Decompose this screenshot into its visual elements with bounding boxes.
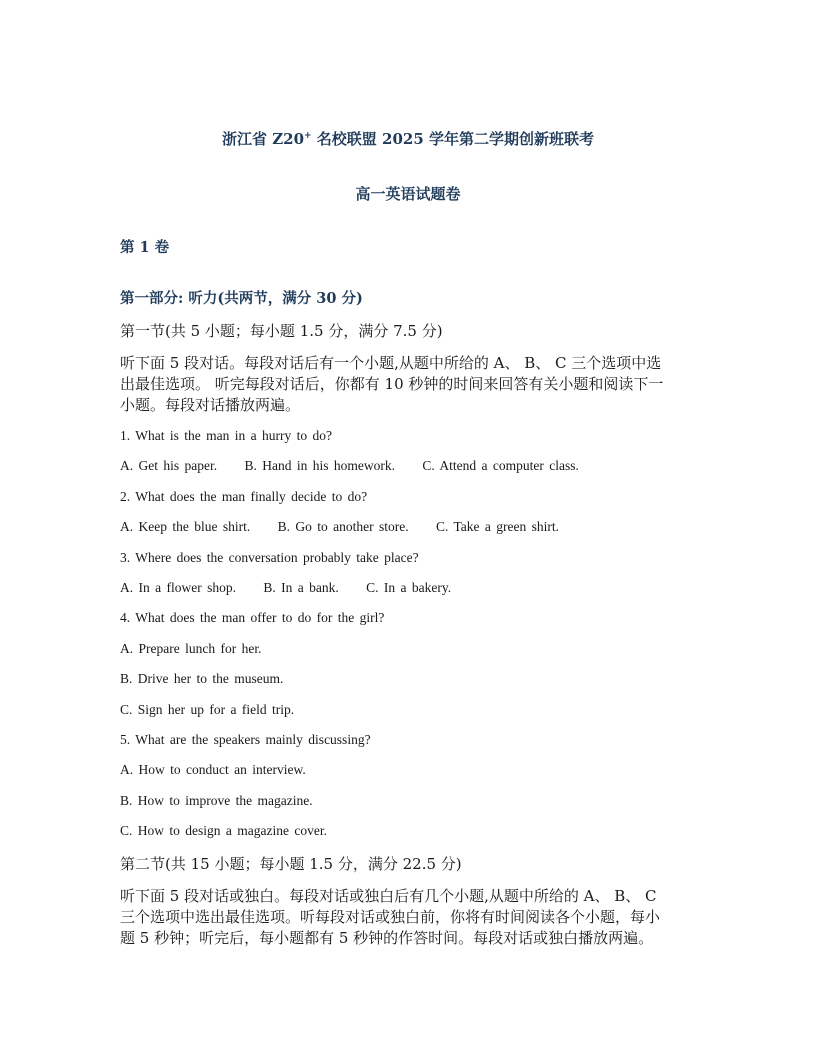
question-stem: 3. Where does the conversation probably take place? [120, 550, 419, 565]
section1-instruction-line: 听下面 5 段对话。每段对话后有一个小题,从题中所给的 A、 B、 C 三个选项中选 [120, 354, 662, 372]
title-pre: 浙江省 Z20 [221, 130, 305, 148]
section1-heading: 第一节(共 5 小题；每小题 1.5 分，满分 7.5 分) [120, 322, 443, 340]
question-stem: 4. What does the man offer to do for the girl? [120, 610, 385, 625]
option-c: C. How to design a magazine cover. [120, 823, 327, 838]
section1-instruction-line: 小题。每段对话播放两遍。 [120, 396, 301, 414]
exam-subtitle: 高一英语试题卷 [355, 185, 461, 203]
option-b: B. In a bank. [263, 580, 339, 595]
option-c: C. Sign her up for a field trip. [120, 702, 295, 717]
section2-instruction-line: 三个选项中选出最佳选项。听每段对话或独白前，你将有时间阅读各个小题，每小 [120, 908, 661, 926]
option-a: A. In a flower shop. [120, 580, 236, 595]
question-stem: 1. What is the man in a hurry to do? [120, 428, 332, 443]
option-b: B. How to improve the magazine. [120, 793, 313, 808]
option-b: B. Drive her to the museum. [120, 671, 284, 686]
volume-label: 第 1 卷 [120, 239, 170, 256]
option-c: C. Take a green shirt. [435, 519, 559, 534]
option-a: A. Get his paper. [120, 458, 218, 473]
option-a: A. Keep the blue shirt. [120, 519, 251, 534]
question-options [120, 580, 473, 596]
option-a: A. How to conduct an interview. [120, 762, 306, 777]
title-sup: + [304, 131, 312, 141]
option-a: A. Prepare lunch for her. [120, 641, 262, 656]
question-options [120, 458, 601, 474]
title-post: 名校联盟 2025 学年第二学期创新班联考 [311, 130, 594, 148]
option-c: C. In a bakery. [366, 580, 452, 595]
option-b: B. Go to another store. [277, 519, 409, 534]
section1-instruction-line: 出最佳选项。 听完每段对话后，你都有 10 秒钟的时间来回答有关小题和阅读下一 [120, 375, 664, 393]
section2-heading: 第二节(共 15 小题；每小题 1.5 分，满分 22.5 分) [120, 855, 462, 873]
question-stem: 5. What are the speakers mainly discussing? [120, 732, 371, 747]
section1-instructions [120, 353, 700, 416]
option-b: B. Hand in his homework. [244, 458, 395, 473]
question-options [120, 519, 581, 535]
section2-instructions [120, 886, 700, 949]
question-stem: 2. What does the man finally decide to do? [120, 489, 368, 504]
part1-heading: 第一部分: 听力(共两节，满分 30 分) [120, 290, 363, 307]
option-c: C. Attend a computer class. [422, 458, 579, 473]
exam-title [0, 128, 816, 149]
section2-instruction-line: 题 5 秒钟；听完后，每小题都有 5 秒钟的作答时间。每段对话或独白播放两遍。 [120, 929, 654, 947]
section2-instruction-line: 听下面 5 段对话或独白。每段对话或独白后有几个小题,从题中所给的 A、 B、 C [120, 887, 657, 905]
